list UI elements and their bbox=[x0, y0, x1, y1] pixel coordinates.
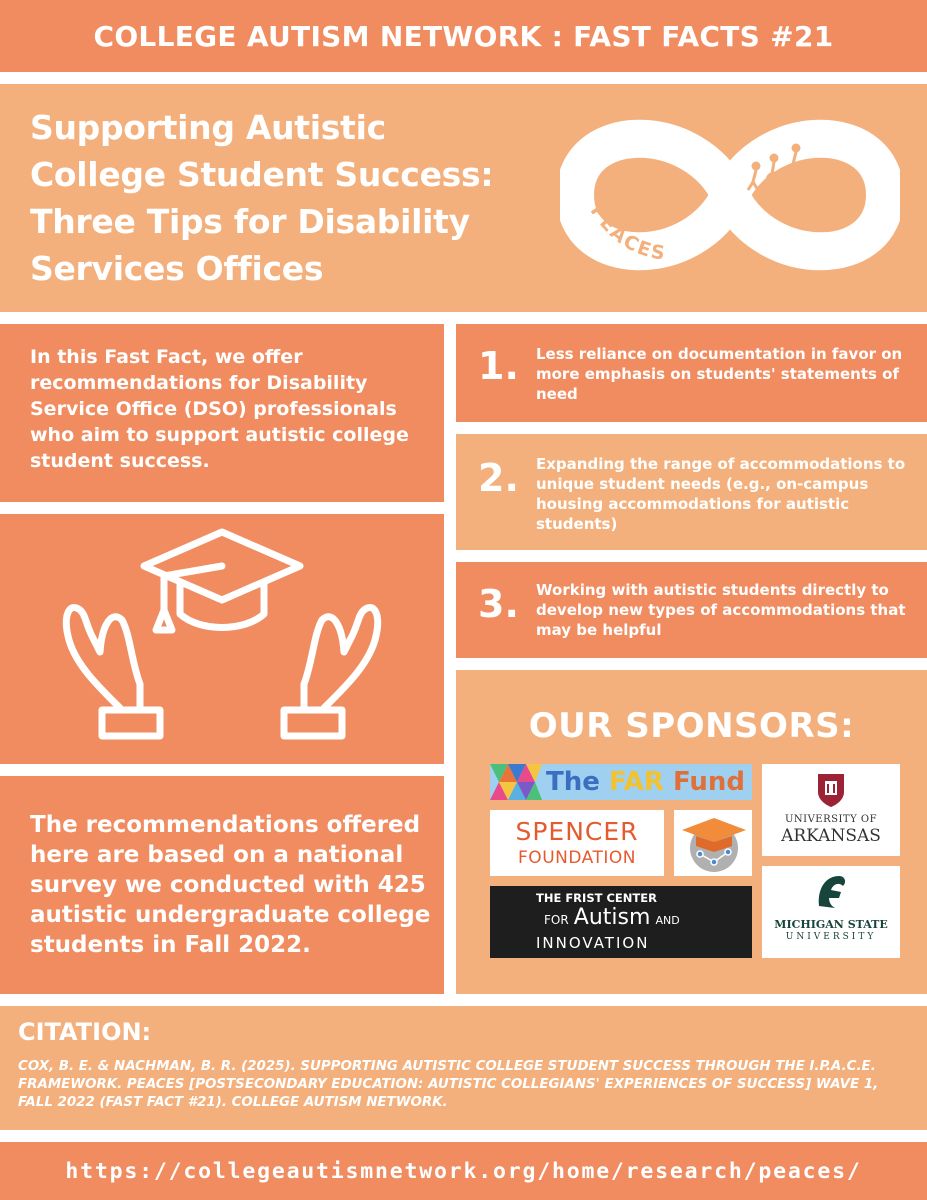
frist-line1: THE FRIST CENTER bbox=[536, 891, 657, 905]
tip-number: 3. bbox=[478, 582, 519, 626]
survey-basis-text: The recommendations offered here are based on a national survey we conducted with 425 autistic undergraduate college students in Fall 2022. bbox=[30, 812, 431, 958]
tip-2 bbox=[456, 434, 927, 550]
survey-basis-panel bbox=[0, 776, 444, 994]
far-fund-the: The bbox=[546, 767, 600, 797]
msu-line2: UNIVERSITY bbox=[785, 932, 877, 942]
citation-text: COX, B. E. & NACHMAN, B. R. (2025). SUPPORTING AUTISTIC COLLEGE STUDENT SUCCESS THROUGH THE I.P.A.C.E. FRAMEWORK. PEACES [POSTSECONDARY EDUCATION: AUTISTIC COLLEGIANS' EXPERIENCES OF SUCCESS] WAVE 1, FALL 2022 (FAST FACT #21). COLLEGE AUTISM NETWORK. bbox=[18, 1059, 879, 1110]
graduation-cap-globe-icon bbox=[674, 810, 752, 876]
far-fund-fund: Fund bbox=[672, 767, 746, 797]
network-cap-logo bbox=[674, 810, 752, 876]
tip-number: 1. bbox=[478, 344, 519, 388]
spencer-line2: FOUNDATION bbox=[518, 848, 636, 868]
spartan-helmet-icon bbox=[813, 872, 849, 912]
university-seal-icon bbox=[816, 772, 846, 808]
tip-text: Less reliance on documentation in favor on more emphasis on students' statements of need bbox=[536, 345, 903, 403]
tip-3 bbox=[456, 562, 927, 658]
tip-number: 2. bbox=[478, 456, 519, 500]
frist-for: FOR bbox=[544, 913, 569, 927]
title-section bbox=[0, 84, 927, 312]
intro-text: In this Fast Fact, we offer recommendations for Disability Service Office (DSO) professionals who aim to support autistic college student success. bbox=[30, 346, 409, 472]
arkansas-line1: UNIVERSITY OF bbox=[784, 814, 878, 825]
title-line: Services Offices bbox=[30, 249, 324, 288]
frist-and: AND bbox=[655, 914, 680, 927]
intro-panel bbox=[0, 324, 444, 502]
msu-line1: MICHIGAN STATE bbox=[774, 918, 888, 931]
frist-line3: INNOVATION bbox=[536, 934, 650, 952]
title-line: Three Tips for Disability bbox=[30, 202, 470, 241]
icon-panel bbox=[0, 514, 444, 764]
tip-text: Expanding the range of accommodations to unique student needs (e.g., on-campus housing accommodations for autistic students) bbox=[536, 455, 906, 533]
frist-center-logo bbox=[490, 886, 752, 958]
tip-text: Working with autistic students directly to develop new types of accommodations that may be helpful bbox=[536, 581, 906, 639]
citation-heading: CITATION: bbox=[18, 1018, 152, 1046]
peaces-logo-text: PEACES bbox=[585, 200, 669, 265]
triangle-mosaic-icon bbox=[490, 764, 542, 800]
frist-autism: Autism bbox=[573, 905, 651, 930]
sponsors-title: OUR SPONSORS: bbox=[528, 706, 855, 746]
peaces-infinity-logo bbox=[560, 100, 900, 290]
page-title bbox=[30, 104, 550, 292]
footer-url-bar bbox=[0, 1142, 927, 1200]
footer-url-link[interactable]: https://collegeautismnetwork.org/home/research/peaces/ bbox=[65, 1158, 862, 1184]
spencer-foundation-logo bbox=[490, 810, 664, 876]
far-fund-far: FAR bbox=[608, 767, 664, 797]
sponsors-panel bbox=[456, 670, 927, 994]
michigan-state-university-logo bbox=[762, 866, 900, 958]
spencer-line1: SPENCER bbox=[515, 817, 639, 846]
title-line: College Student Success: bbox=[30, 155, 494, 194]
header-title: COLLEGE AUTISM NETWORK : FAST FACTS #21 bbox=[93, 19, 834, 53]
header-banner bbox=[0, 0, 927, 72]
hands-graduation-cap-icon bbox=[0, 514, 444, 764]
far-fund-logo bbox=[490, 764, 752, 800]
title-line: Supporting Autistic bbox=[30, 108, 386, 147]
tip-1 bbox=[456, 324, 927, 422]
citation-section bbox=[0, 1006, 927, 1130]
university-of-arkansas-logo bbox=[762, 764, 900, 856]
arkansas-line2: ARKANSAS bbox=[781, 826, 881, 846]
